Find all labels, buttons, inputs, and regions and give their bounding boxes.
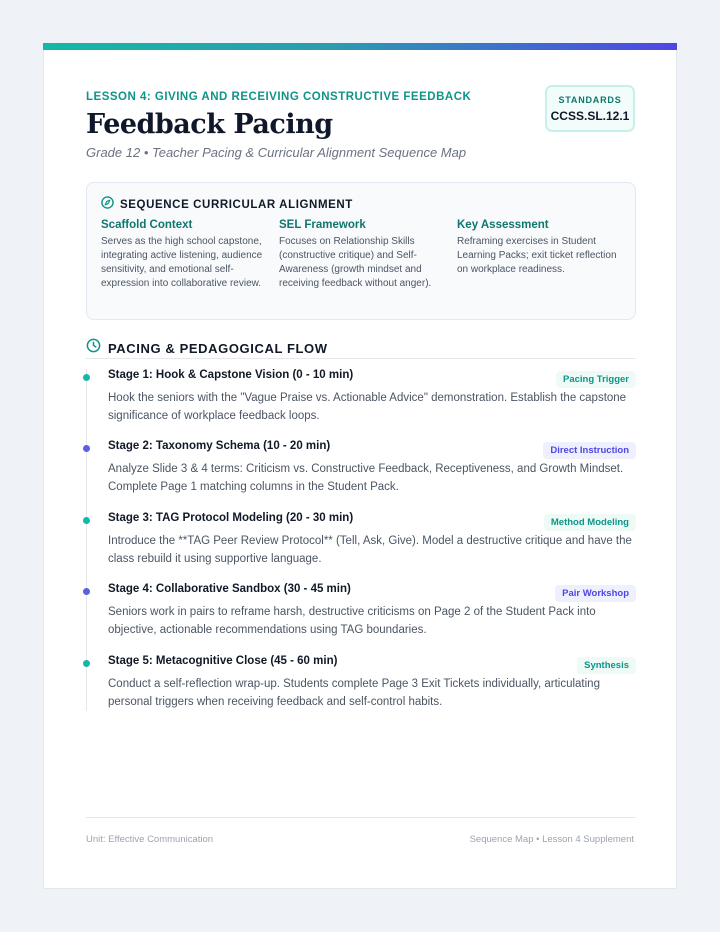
flow-title: PACING & PEDAGOGICAL FLOW [108,340,328,356]
stage-badge: Direct Instruction [543,442,636,459]
page-title: Feedback Pacing [86,109,333,140]
timeline-dot [83,588,90,595]
lesson-label: LESSON 4: GIVING AND RECEIVING CONSTRUCTIVE FEEDBACK [86,91,472,103]
alignment-column-assessment [457,219,635,291]
footer-unit: Unit: Effective Communication [86,834,214,845]
stage-title: Stage 3: TAG Protocol Modeling (20 - 30 min) [108,512,354,524]
footer-divider [86,817,636,818]
accent-bar [43,43,677,50]
page-subtitle: Grade 12 • Teacher Pacing & Curricular Alignment Sequence Map [86,145,467,160]
stage-badge: Method Modeling [544,514,636,531]
stage-title: Stage 1: Hook & Capstone Vision (0 - 10 min) [108,369,354,381]
compass-icon [101,196,114,214]
alignment-header [101,196,353,214]
alignment-card [86,182,636,320]
footer-sequence: Sequence Map • Lesson 4 Supplement [469,834,634,845]
clock-icon [86,338,101,358]
stage-description: Analyze Slide 3 & 4 terms: Criticism vs. Constructive Feedback, Receptiveness, and Growth Mindset. Complete Page 1 matching columns in the Student Pack. [108,463,624,493]
alignment-column-sel [279,219,457,291]
stage-description: Conduct a self-reflection wrap-up. Students complete Page 3 Exit Tickets individually, articulating personal triggers when receiving feedback and self-control habits. [108,678,600,708]
standards-label: STANDARDS [558,95,622,105]
stage-title: Stage 2: Taxonomy Schema (10 - 20 min) [108,440,331,452]
stage-description: Hook the seniors with the "Vague Praise vs. Actionable Advice" demonstration. Establish the capstone significance of workplace feedback loops. [108,392,627,422]
standards-badge [545,85,635,132]
stage-badge: Pair Workshop [555,585,636,602]
standards-value: CCSS.SL.12.1 [550,109,630,123]
column-text: Reframing exercises in Student Learning Packs; exit ticket reflection on workplace readiness. [457,236,617,275]
timeline-dot [83,517,90,524]
alignment-columns [101,219,635,291]
stage-badge: Synthesis [577,657,636,674]
timeline-dot [83,660,90,667]
flow-header [86,338,328,358]
stage-badge: Pacing Trigger [556,371,636,388]
document-page [43,43,677,889]
timeline-dot [83,374,90,381]
stage-title: Stage 5: Metacognitive Close (45 - 60 min) [108,655,338,667]
alignment-title: SEQUENCE CURRICULAR ALIGNMENT [120,199,353,211]
alignment-column-scaffold [101,219,279,291]
column-title: Scaffold Context [101,219,193,231]
column-text: Serves as the high school capstone, integrating active listening, audience sensitivity, and emotional self-expression into collaborative review. [101,236,263,289]
column-title: SEL Framework [279,219,366,231]
stage-description: Introduce the **TAG Peer Review Protocol** (Tell, Ask, Give). Model a destructive critique and have the class rebuild it using supportive language. [108,535,632,565]
stage-title: Stage 4: Collaborative Sandbox (30 - 45 min) [108,583,351,595]
timeline-dot [83,445,90,452]
column-text: Focuses on Relationship Skills (constructive critique) and Self-Awareness (growth mindset and receiving feedback without anger). [279,236,432,289]
divider [86,358,636,359]
column-title: Key Assessment [457,219,549,231]
stage-description: Seniors work in pairs to reframe harsh, destructive criticisms on Page 2 of the Student Pack into objective, actionable recommendations using TAG boundaries. [108,606,596,636]
